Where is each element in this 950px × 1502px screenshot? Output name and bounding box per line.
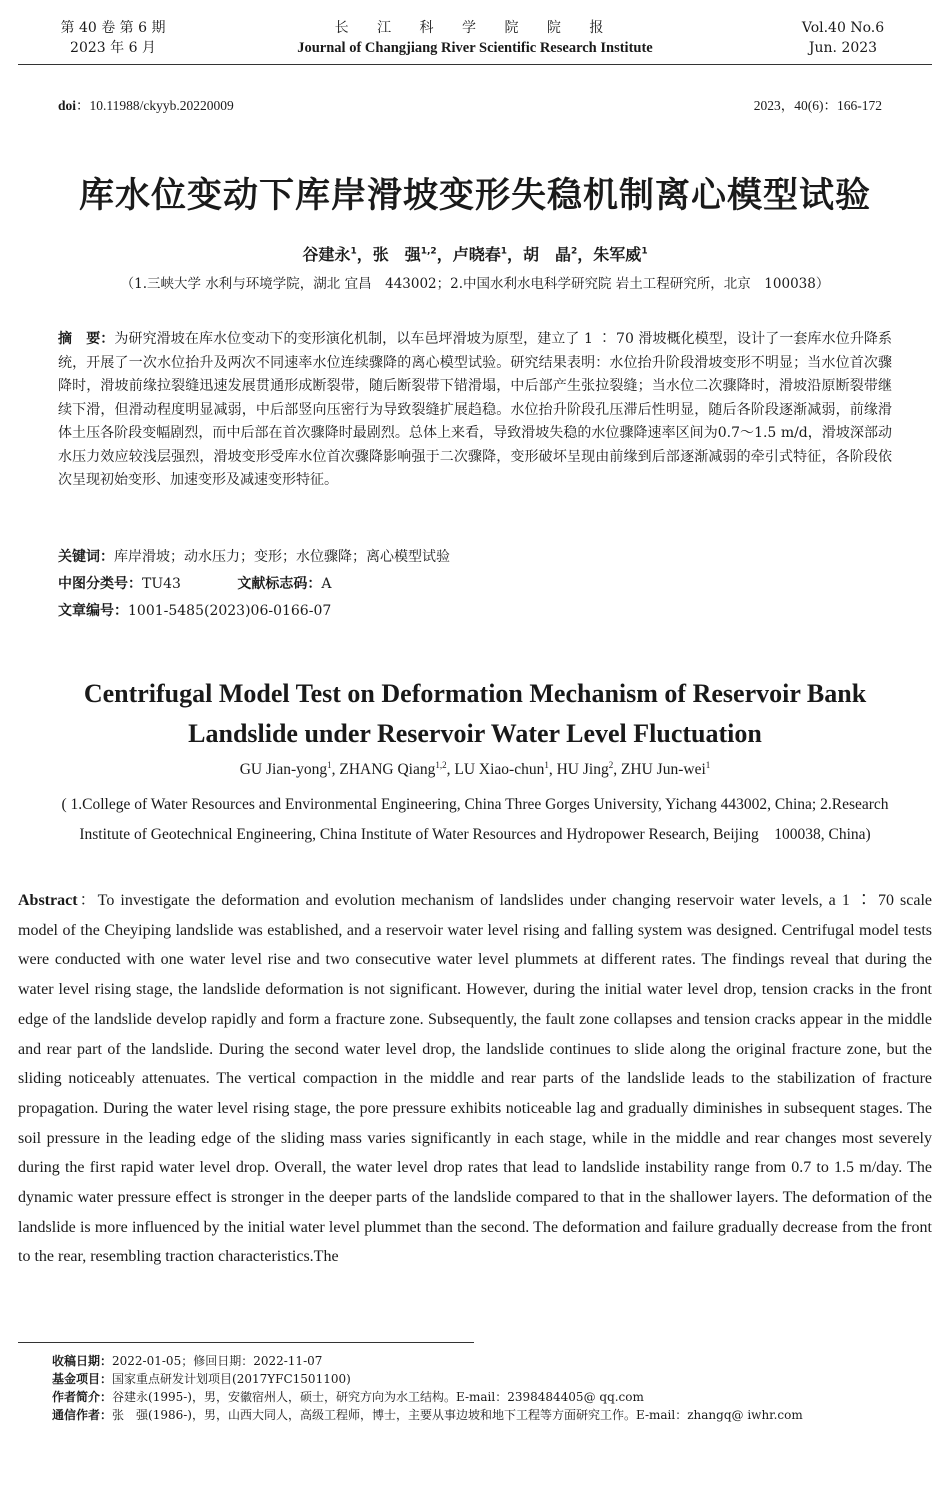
keywords-text: 库岸滑坡；动水压力；变形；水位骤降；离心模型试验	[114, 549, 450, 565]
author-cn: 卢晓春	[452, 245, 501, 264]
abstract-cn-label: 摘 要：	[58, 331, 115, 347]
article-no-label: 文章编号：	[58, 603, 128, 619]
header-rule	[18, 64, 932, 65]
footnote-text: 国家重点研发计划项目(2017YFC1501100)	[112, 1372, 351, 1386]
footnote-label: 通信作者：	[52, 1408, 113, 1422]
abstract-en	[18, 886, 932, 1272]
author-sup: 2	[571, 246, 578, 257]
journal-header	[250, 18, 700, 58]
author-sup: 1,2	[435, 760, 447, 770]
footnote-text: 张 强(1986-)，男，山西大同人，高级工程师，博士，主要从事边坡和地下工程等方面研究工作。E-mail：zhangq@ iwhr.com	[112, 1408, 803, 1422]
keywords-label: 关键词：	[58, 549, 114, 565]
clc-label: 中图分类号：	[58, 576, 142, 592]
affiliation-cn: （1.三峡大学 水利与环境学院，湖北 宜昌 443002；2.中国水利水电科学研究院 岩土工程研究所，北京 100038）	[120, 276, 830, 292]
keywords-cn	[58, 546, 450, 568]
doi-label: doi	[58, 98, 77, 113]
author-en: GU Jian-yong	[239, 761, 328, 779]
author-sup: 1	[327, 760, 332, 770]
footnote-received	[52, 1352, 932, 1370]
header-volume-en	[788, 18, 898, 58]
footnote-corresponding	[52, 1406, 932, 1424]
abstract-en-label: Abstract	[18, 892, 78, 909]
footnote-label: 作者简介：	[52, 1390, 113, 1404]
author-cn: 朱军威	[593, 245, 642, 264]
author-cn: 胡 晶	[523, 245, 572, 264]
author-sup: 1	[350, 246, 357, 257]
author-en: ZHU Jun-wei	[620, 761, 706, 779]
title-en-line1: Centrifugal Model Test on Deformation Mechanism of Reservoir Bank	[83, 679, 867, 708]
affiliation-en: ( 1.College of Water Resources and Environmental Engineering, China Three Gorges University, Yichang 443002, China; 2.Research Institute of Geotechnical Engineering, China Institute of Water Resources and Hydropower Research, Beijing 100038, China)	[61, 796, 889, 843]
citation: 2023，40(6)：166-172	[753, 98, 882, 113]
abstract-en-text: ：To investigate the deformation and evolution mechanism of landslides under changing reservoir water levels, a 1 ∶ 70 scale model of the Cheyiping landslide was established, and a reservoir water level rising and falling system was designed. Centrifugal model tests were conducted with one water level rise and two consecutive water level plummets at different rates. The findings reveal that during the water level rising stage, the landslide deformation is not significant. However, during the initial water level drop, tension cracks in the front edge of the landslide develop rapidly and form a fracture zone. Subsequently, the fault zone collapses and tension cracks appear in the middle and rear part of the landslide. During the second water level drop, the landslide continues to slide along the original fracture zone, but the sliding noticeably attenuates. The vertical compaction in the middle and rear parts of the landslide leads to the stabilization of fracture propagation. During the water level rising stage, the pore pressure exhibits noticeable lag and gradually diminishes in subsequent stages. The soil pressure in the leading edge of the sliding mass varies significantly in each stage, while in the middle and rear changes most severely during the first rapid water level drop. Overall, the water level drop rates that lead to landslide instability range from 0.7 to 1.5 m/day. The dynamic water pressure effect is stronger in the deeper parts of the landslide compared to that in the shallower layers. The deformation of the landslide is more influenced by the initial water level plummet than the second. The deformation and failure gradually decrease from the front to the rear, resembling traction characteristics.The	[18, 892, 932, 1266]
date-en: Jun. 2023	[808, 40, 878, 56]
doc-code-label: 文献标志码：	[237, 576, 322, 592]
title-en	[0, 674, 950, 754]
authors-en: GU Jian-yong$^1$, ZHANG Qiang$^{1,2}$, LU Xiao-chun$^1$, HU Jing$^2$, ZHU Jun-wei$^1$	[239, 760, 711, 779]
author-sup: 1	[544, 760, 549, 770]
volume-cn: 第 40 卷 第 6 期	[60, 20, 166, 36]
author-cn: 张 强	[372, 245, 421, 264]
volume-en: Vol.40 No.6	[801, 20, 885, 36]
article-no-value: 1001-5485(2023)06-0166-07	[128, 603, 332, 619]
doi-value: ：10.11988/ckyyb.20220009	[76, 98, 234, 113]
author-sup: 1	[705, 760, 711, 770]
footnote-text: 2022-01-05；修回日期：2022-11-07	[112, 1354, 323, 1368]
abstract-cn	[58, 328, 892, 493]
header-volume-cn	[58, 18, 168, 58]
author-en: HU Jing	[556, 761, 609, 779]
author-sup: 1,2	[420, 246, 437, 257]
date-cn: 2023 年 6 月	[70, 40, 156, 56]
journal-name-cn: 长 江 科 学 院 院 报	[334, 20, 616, 36]
abstract-cn-text: 为研究滑坡在库水位变动下的变形演化机制，以车邑坪滑坡为原型，建立了 1 ∶ 70 滑坡概化模型，设计了一套库水位升降系统，开展了一次水位抬升及两次不同速率水位连续骤降的离心模型试验。研究结果表明：水位抬升阶段滑坡变形不明显；当水位首次骤降时，滑坡前缘拉裂缝迅速发展贯通形成断裂带，随后断裂带下错滑塌，中后部产生张拉裂缝；当水位二次骤降时，滑坡沿原断裂带继续下滑，但滑动程度明显减弱，中后部竖向压密行为导致裂缝扩展趋稳。水位抬升阶段孔压滞后性明显，随后各阶段逐渐减弱，前缘滑体土压各阶段变幅剧烈，而中后部在首次骤降时最剧烈。总体上来看，导致滑坡失稳的水位骤降速率区间为0.7～1.5 m/d，滑坡深部动水压力效应较浅层强烈，滑坡变形受库水位首次骤降影响强于二次骤降，变形破坏呈现由前缘到后部逐渐减弱的牵引式特征，各阶段依次呈现初始变形、加速变形及减速变形特征。	[58, 331, 893, 488]
footnote-rule	[18, 1342, 474, 1343]
title-en-line2: Landslide under Reservoir Water Level Fluctuation	[188, 719, 762, 748]
author-en: ZHANG Qiang	[339, 761, 436, 779]
footnotes	[52, 1352, 932, 1424]
clc-value: TU43	[142, 576, 181, 592]
doi	[58, 94, 234, 114]
article-number	[58, 600, 331, 622]
author-cn: 谷建永	[302, 245, 351, 264]
footnote-text: 谷建永(1995-)，男，安徽宿州人，硕士，研究方向为水工结构。E-mail：2398484405@ qq.com	[112, 1390, 644, 1404]
author-sup: 1	[500, 246, 507, 257]
classification	[58, 573, 332, 595]
author-sup: 2	[608, 760, 614, 770]
authors-cn: 谷建永$^1$，张 强$^{1,2}$，卢晓春$^1$，胡 晶$^2$，朱军威$^1$	[302, 245, 648, 264]
footnote-label: 基金项目：	[52, 1372, 113, 1386]
footnote-label: 收稿日期：	[52, 1354, 113, 1368]
footnote-author	[52, 1388, 932, 1406]
footnote-fund	[52, 1370, 932, 1388]
title-cn: 库水位变动下库岸滑坡变形失稳机制离心模型试验	[78, 176, 871, 216]
author-en: LU Xiao-chun	[454, 761, 545, 779]
author-sup: 1	[641, 246, 648, 257]
journal-name-en: Journal of Changjiang River Scientific Research Institute	[297, 40, 653, 56]
doc-code-value: A	[321, 576, 332, 592]
